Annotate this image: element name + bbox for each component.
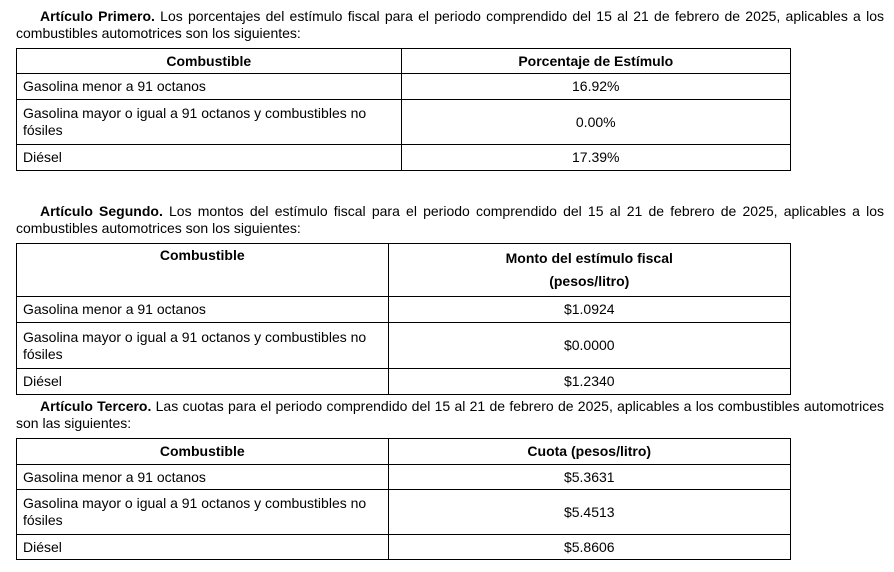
fuel-cell: Gasolina mayor o igual a 91 octanos y combustibles no fósiles [17,490,389,535]
column-header-amount-unit: (pesos/litro) [549,273,630,289]
value-cell: $1.0924 [388,297,790,323]
table-row [17,145,791,171]
table-row [17,100,791,145]
table-row [17,465,791,490]
fuel-cell: Diésel [17,145,402,171]
value-cell: 0.00% [401,100,791,145]
table-row [17,297,791,323]
column-header-quota: Cuota (pesos/litro) [388,439,790,465]
value-cell: $5.4513 [388,490,790,535]
table-header-row [17,439,791,465]
article-3-heading: Artículo Tercero. [40,398,152,414]
article-1-heading: Artículo Primero. [40,8,155,24]
table-header-row [17,49,791,74]
article-1-text: Los porcentajes del estímulo fiscal para el periodo comprendido del 15 al 21 de febrero de 2025, aplicables a los combustibles automotrices son los siguientes: [16,8,884,41]
table-row [17,369,791,395]
quota-table [16,438,791,560]
article-3-text: Las cuotas para el periodo comprendido del 15 al 21 de febrero de 2025, aplicables a los combustibles automotrices son las siguientes: [16,398,884,431]
column-header-fuel: Combustible [17,244,389,297]
table-header-row [17,244,791,297]
article-3-paragraph [16,398,884,432]
value-cell: 17.39% [401,145,791,171]
table-row [17,490,791,535]
column-header-percentage: Porcentaje de Estímulo [401,49,791,74]
table-row [17,323,791,369]
table-row [17,74,791,100]
fuel-cell: Gasolina menor a 91 octanos [17,74,402,100]
value-cell: $5.3631 [388,465,790,490]
value-cell: 16.92% [401,74,791,100]
article-2-heading: Artículo Segundo. [40,203,163,219]
fuel-cell: Diésel [17,535,389,560]
fuel-cell: Gasolina menor a 91 octanos [17,297,389,323]
stimulus-percentage-table [16,48,791,171]
column-header-fuel: Combustible [17,49,402,74]
article-2-paragraph [16,203,884,237]
column-header-amount-title: Monto del estímulo fiscal [505,250,673,266]
fuel-cell: Gasolina mayor o igual a 91 octanos y combustibles no fósiles [17,100,402,145]
fuel-cell: Gasolina mayor o igual a 91 octanos y combustibles no fósiles [17,323,389,369]
stimulus-amount-table [16,243,791,395]
fuel-cell: Diésel [17,369,389,395]
column-header-amount [388,244,790,297]
table-row [17,535,791,560]
value-cell: $1.2340 [388,369,790,395]
value-cell: $0.0000 [388,323,790,369]
value-cell: $5.8606 [388,535,790,560]
article-2-text: Los montos del estímulo fiscal para el periodo comprendido del 15 al 21 de febrero de 2025, aplicables a los combustibles automotrices son los siguientes: [16,203,884,236]
article-1-paragraph [16,8,884,42]
fuel-cell: Gasolina menor a 91 octanos [17,465,389,490]
column-header-fuel: Combustible [17,439,389,465]
